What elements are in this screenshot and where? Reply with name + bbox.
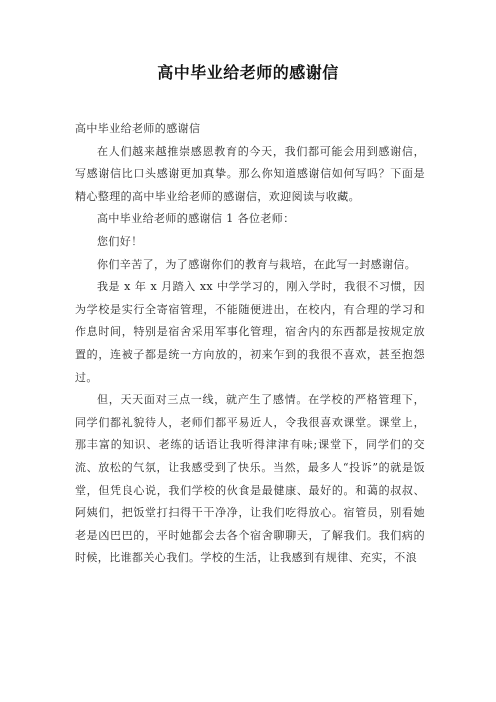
body-paragraph: 我是 x 年 x 月踏入 xx 中学学习的，刚入学时，我很不习惯，因为学校是实行全寄宿管理，不能随便进出，在校内，有合理的学习和作息时间，特别是宿舍采用军事化管理，宿舍内的东西都是按规定放置的，连被子都是统一方向放的，初来乍到的我很不喜欢，甚至抱怨过。 xyxy=(75,280,425,384)
body-paragraph: 您们好！ xyxy=(97,234,143,248)
document-title: 高中毕业给老师的感谢信 xyxy=(157,63,339,82)
body-paragraph: 高中毕业给老师的感谢信 xyxy=(75,122,201,135)
body-paragraph: 但，天天面对三点一线，就产生了感情。在学校的严格管理下，同学们都礼貌待人，老师们都平易近人，令我很喜欢课堂。课堂上，那丰富的知识、老练的话语让我听得津津有味;课堂下，同学们的交流、放松的气氛，让我感受到了快乐。当然，最多人“投诉”的就是饭堂，但凭良心说，我们学校的伙食是最健康、最好的。和蔼的叔叔、阿姨们，把饭堂打扫得干干净净，让我们吃得放心。宿管员，别看她老是凶巴巴的，平时她都会去各个宿舍聊聊天，了解我们。我们病的时候，比谁都关心我们。学校的生活，让我感到有规律、充实，不浪 xyxy=(75,393,425,565)
document-body xyxy=(75,118,425,570)
body-paragraph: 在人们越来越推崇感恩教育的今天，我们都可能会用到感谢信，写感谢信比口头感谢更加真挚。那么你知道感谢信如何写吗？下面是精心整理的高中毕业给老师的感谢信，欢迎阅读与收藏。 xyxy=(75,144,425,203)
body-paragraph: 你们辛苦了，为了感谢你们的教育与栽培，在此写一封感谢信。 xyxy=(97,257,417,271)
body-paragraph: 高中毕业给老师的感谢信 1 各位老师： xyxy=(97,212,295,226)
